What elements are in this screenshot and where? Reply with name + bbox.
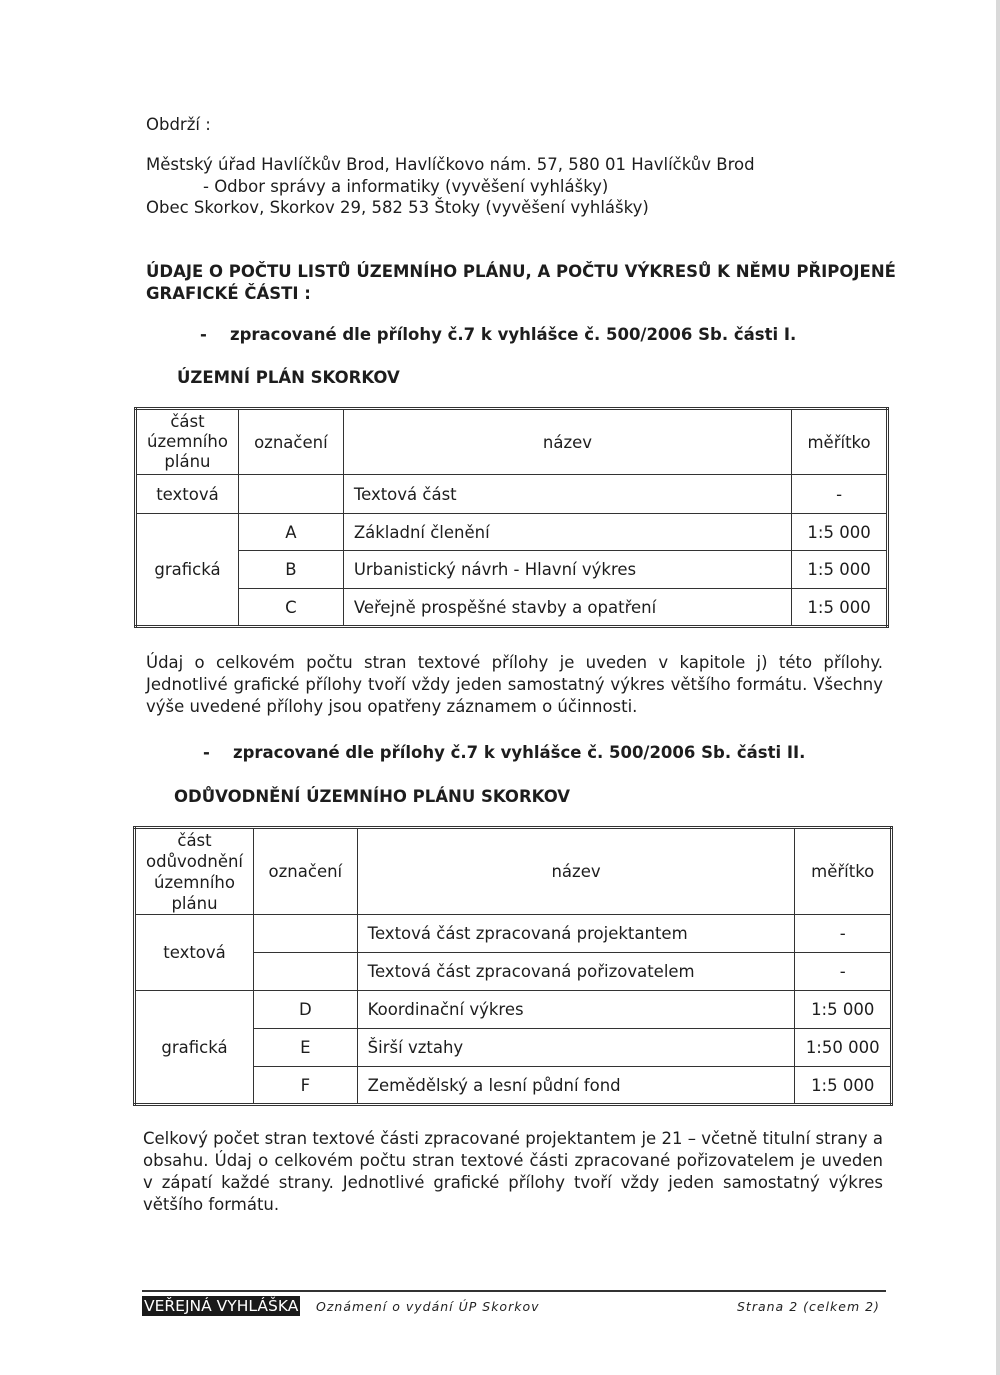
group-graficka: grafická bbox=[135, 991, 254, 1105]
part1-list-item bbox=[200, 325, 796, 344]
dash-bullet: - bbox=[203, 743, 210, 762]
header-name: název bbox=[343, 409, 791, 475]
cell-scale: 1:50 000 bbox=[795, 1029, 892, 1067]
part2-title: ODŮVODNĚNÍ ÚZEMNÍHO PLÁNU SKORKOV bbox=[174, 787, 571, 806]
cell-mark bbox=[254, 953, 358, 991]
page-edge bbox=[996, 0, 1000, 1375]
part2-note-line4: většího formátu. bbox=[143, 1195, 280, 1214]
group-textova: textová bbox=[135, 915, 254, 991]
table-row bbox=[136, 589, 888, 627]
cell-name: Širší vztahy bbox=[357, 1029, 795, 1067]
recipient-subline: - Odbor správy a informatiky (vyvěšení vyhlášky) bbox=[203, 177, 609, 196]
table-row bbox=[135, 915, 892, 953]
cell-name: Zemědělský a lesní půdní fond bbox=[357, 1067, 795, 1105]
part1-note-line2: Jednotlivé grafické přílohy tvoří vždy jeden samostatný výkres většího formátu. Všechny bbox=[146, 675, 883, 694]
cell-name: Urbanistický návrh - Hlavní výkres bbox=[343, 551, 791, 589]
cell-mark: C bbox=[238, 589, 343, 627]
part2-list-item bbox=[203, 743, 805, 762]
footer-page-number: Strana 2 (celkem 2) bbox=[737, 1299, 880, 1314]
header-name: název bbox=[357, 828, 795, 915]
table-header-row bbox=[136, 409, 888, 475]
footer-doc-title: Oznámení o vydání ÚP Skorkov bbox=[316, 1299, 540, 1314]
cell-mark: D bbox=[254, 991, 358, 1029]
cell-scale: - bbox=[792, 475, 888, 514]
cell-scale: - bbox=[795, 953, 892, 991]
recipients-heading: Obdrží : bbox=[146, 115, 211, 134]
dash-bullet: - bbox=[200, 325, 207, 344]
recipient-line: Městský úřad Havlíčkův Brod, Havlíčkovo nám. 57, 580 01 Havlíčkův Brod bbox=[146, 155, 755, 174]
header-mark: označení bbox=[254, 828, 358, 915]
cell-name: Základní členění bbox=[343, 514, 791, 551]
section-heading-line1: ÚDAJE O POČTU LISTŮ ÚZEMNÍHO PLÁNU, A POČTU VÝKRESŮ K NĚMU PŘIPOJENÉ bbox=[146, 262, 896, 281]
cell-scale: 1:5 000 bbox=[792, 551, 888, 589]
cell-mark: E bbox=[254, 1029, 358, 1067]
footer-rule bbox=[142, 1290, 886, 1292]
part2-note-line2: obsahu. Údaj o celkovém počtu stran textové části zpracované pořizovatelem je uveden bbox=[143, 1151, 883, 1170]
table-row bbox=[136, 551, 888, 589]
group-textova: textová bbox=[136, 475, 239, 514]
table-row bbox=[135, 991, 892, 1029]
cell-scale: - bbox=[795, 915, 892, 953]
part1-note-line1: Údaj o celkovém počtu stran textové přílohy je uveden v kapitole j) této přílohy. bbox=[146, 653, 883, 672]
footer-badge: VEŘEJNÁ VYHLÁŠKA bbox=[144, 1297, 299, 1315]
header-mark: označení bbox=[238, 409, 343, 475]
section-heading-line2: GRAFICKÉ ČÁSTI : bbox=[146, 284, 311, 303]
table-row bbox=[136, 475, 888, 514]
table-header-row bbox=[135, 828, 892, 915]
cell-scale: 1:5 000 bbox=[792, 589, 888, 627]
header-scale: měřítko bbox=[792, 409, 888, 475]
cell-scale: 1:5 000 bbox=[795, 991, 892, 1029]
cell-name: Textová část zpracovaná pořizovatelem bbox=[357, 953, 795, 991]
cell-name: Veřejně prospěšné stavby a opatření bbox=[343, 589, 791, 627]
part2-note-line3: v zápatí každé strany. Jednotlivé grafické přílohy tvoří vždy jeden samostatný výkres bbox=[143, 1173, 883, 1192]
cell-name: Textová část bbox=[343, 475, 791, 514]
cell-mark: B bbox=[238, 551, 343, 589]
header-scale: měřítko bbox=[795, 828, 892, 915]
part1-item-text: zpracované dle přílohy č.7 k vyhlášce č. 500/2006 Sb. části I. bbox=[230, 325, 797, 344]
part1-note-line3: výše uvedené přílohy jsou opatřeny záznamem o účinnosti. bbox=[146, 697, 638, 716]
cell-mark: A bbox=[238, 514, 343, 551]
part2-item-text: zpracované dle přílohy č.7 k vyhlášce č. 500/2006 Sb. části II. bbox=[233, 743, 806, 762]
cell-scale: 1:5 000 bbox=[792, 514, 888, 551]
part2-note-line1: Celkový počet stran textové části zpracované projektantem je 21 – včetně titulní strany a bbox=[143, 1129, 883, 1148]
group-graficka: grafická bbox=[136, 514, 239, 627]
table-row bbox=[136, 514, 888, 551]
header-part: část odůvodnění územního plánu bbox=[135, 828, 254, 915]
cell-name: Textová část zpracovaná projektantem bbox=[357, 915, 795, 953]
header-part: část územního plánu bbox=[136, 409, 239, 475]
cell-scale: 1:5 000 bbox=[795, 1067, 892, 1105]
part1-table bbox=[134, 407, 889, 628]
cell-name: Koordinační výkres bbox=[357, 991, 795, 1029]
cell-mark bbox=[238, 475, 343, 514]
part1-title: ÚZEMNÍ PLÁN SKORKOV bbox=[177, 368, 400, 387]
recipient-line: Obec Skorkov, Skorkov 29, 582 53 Štoky (vyvěšení vyhlášky) bbox=[146, 198, 649, 217]
cell-mark: F bbox=[254, 1067, 358, 1105]
part2-table bbox=[133, 826, 893, 1106]
cell-mark bbox=[254, 915, 358, 953]
